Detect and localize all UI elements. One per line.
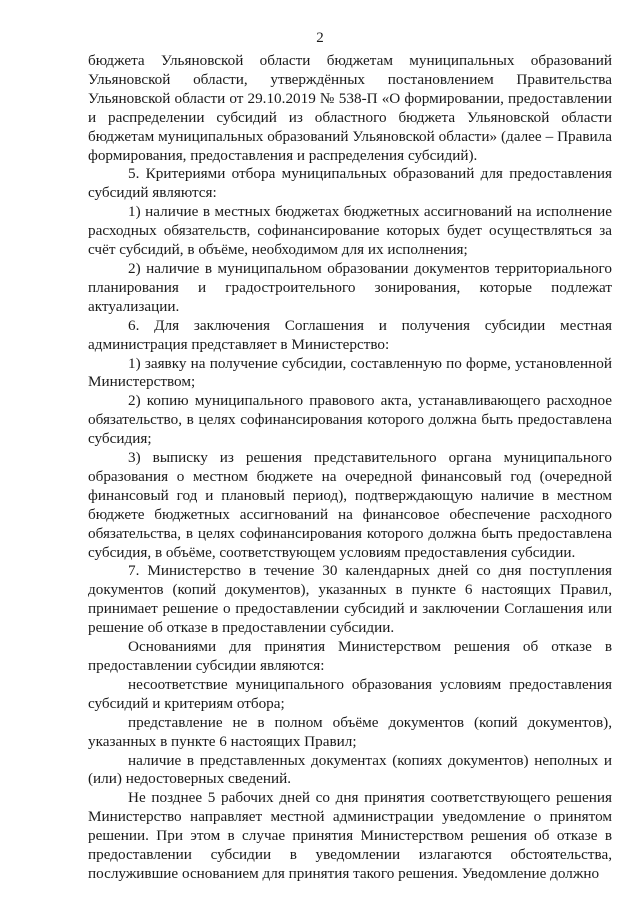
paragraph-notification: Не позднее 5 рабочих дней со дня принятия соответствующего решения Министерство направляет местной администрации уведомление о принятом решении. При этом в случае принятия Министерством решения об отказе в предоставлении субсидии в уведомлении излагаются обстоятельства, послужившие основанием для принятия такого решения. Уведомление должно [88,789,612,882]
paragraph-item-7: 7. Министерство в течение 30 календарных дней со дня поступления документов (копий документов), указанных в пункте 6 настоящих Правил, принимает решение о предоставлении субсидий и заключении Соглашения или решение об отказе в предоставлении субсидии. [88,562,612,637]
paragraph-item-6: 6. Для заключения Соглашения и получения субсидии местная администрация представляет в Министерство: [88,316,612,353]
paragraph-refusal-ground-3: наличие в представленных документах (копиях документов) неполных и (или) недостоверных сведений. [88,751,612,788]
paragraph-item-6-2: 2) копию муниципального правового акта, устанавливающего расходное обязательство, в целях софинансирования которого должна быть предоставлена субсидия; [88,392,612,448]
paragraph-item-5-1: 1) наличие в местных бюджетах бюджетных ассигнований на исполнение расходных обязательств, софинансирование которых будет осуществляться за счёт субсидий, в объёме, необходимом для их исполнения; [88,203,612,259]
paragraph-item-6-1: 1) заявку на получение субсидии, составленную по форме, установленной Министерством; [88,354,612,391]
paragraph-refusal-grounds: Основаниями для принятия Министерством решения об отказе в предоставлении субсидии являются: [88,638,612,674]
page-number: 2 [316,30,324,46]
paragraph-item-5: 5. Критериями отбора муниципальных образований для предоставления субсидий являются: [88,165,612,202]
paragraph-item-6-3: 3) выписку из решения представительного органа муниципального образования о местном бюджете на очередной финансовый год (очередной финансовый год и плановый период), подтверждающую наличие в местном бюджете бюджетных ассигнований на финансовое обеспечение расходного обязательства, в целях софинансирования которого должна быть предоставлена субсидия, в объёме, соответствующем условиям предоставления субсидии. [88,449,612,561]
paragraph-refusal-ground-1: несоответствие муниципального образования условиям предоставления субсидий и критериям отбора; [88,675,612,712]
paragraph-continuation: бюджета Ульяновской области бюджетам муниципальных образований Ульяновской области, утверждённых постановлением Правительства Ульяновской области от 29.10.2019 № 538-П «О формировании, предоставлении и распределении субсидий из областного бюджета Ульяновской области бюджетам муниципальных образований Ульяновской области» (далее – Правила формирования, предоставления и распределения субсидий). [88,52,612,164]
paragraph-item-5-2: 2) наличие в муниципальном образовании документов территориального планирования и градостроительного зонирования, которые подлежат актуализации. [88,259,612,315]
paragraph-refusal-ground-2: представление не в полном объёме документов (копий документов), указанных в пункте 6 настоящих Правил; [88,713,612,750]
document-body [88,52,612,884]
